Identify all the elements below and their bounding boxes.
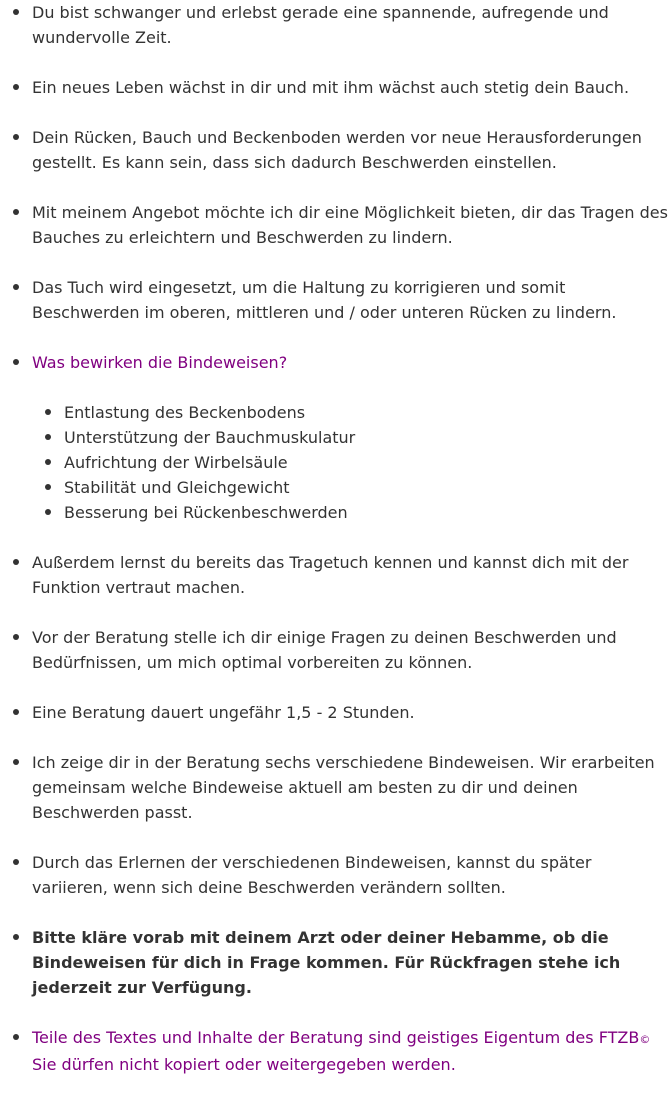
bullet-icon — [45, 484, 51, 490]
copyright-line-1: Teile des Textes und Inhalte der Beratung sind geistiges Eigentum des FTZB — [32, 1028, 640, 1047]
list-item — [0, 125, 668, 175]
list-item — [0, 0, 668, 50]
bullet-icon — [13, 209, 19, 215]
item-text: Du bist schwanger und erlebst gerade eine spannende, aufregende und wundervolle Zeit. — [32, 3, 609, 47]
list-item-bindeweisen — [0, 350, 668, 525]
benefits-list — [32, 400, 668, 525]
bullet-icon — [13, 709, 19, 715]
item-text: Das Tuch wird eingesetzt, um die Haltung zu korrigieren und somit Beschwerden im oberen, mittleren und / oder unteren Rücken zu lindern. — [32, 278, 617, 322]
list-item — [0, 200, 668, 250]
item-text: Vor der Beratung stelle ich dir einige Fragen zu deinen Beschwerden und Bedürfnissen, um mich optimal vorbereiten zu können. — [32, 628, 617, 672]
bullet-icon — [13, 934, 19, 940]
list-item-copyright — [0, 1025, 668, 1077]
list-item — [0, 700, 668, 725]
bindeweisen-heading: Was bewirken die Bindeweisen? — [32, 353, 288, 372]
item-text: Dein Rücken, Bauch und Beckenboden werden vor neue Herausforderungen gestellt. Es kann sein, dass sich dadurch Beschwerden einstellen. — [32, 128, 642, 172]
bullet-icon — [13, 859, 19, 865]
bullet-icon — [45, 434, 51, 440]
copyright-notice — [32, 1025, 668, 1077]
sub-list-item — [32, 500, 668, 525]
item-text: Ich zeige dir in der Beratung sechs verschiedene Bindeweisen. Wir erarbeiten gemeinsam welche Bindeweise aktuell am besten zu dir und deinen Beschwerden passt. — [32, 753, 655, 822]
sub-item-text: Besserung bei Rückenbeschwerden — [64, 503, 348, 522]
bullet-icon — [13, 284, 19, 290]
item-text: Durch das Erlernen der verschiedenen Bindeweisen, kannst du später variieren, wenn sich deine Beschwerden verändern sollten. — [32, 853, 592, 897]
bullet-icon — [13, 9, 19, 15]
item-text: Außerdem lernst du bereits das Tragetuch kennen und kannst dich mit der Funktion vertraut machen. — [32, 553, 629, 597]
sub-item-text: Stabilität und Gleichgewicht — [64, 478, 290, 497]
copyright-line-2: Sie dürfen nicht kopiert oder weitergegeben werden. — [32, 1055, 456, 1074]
bullet-icon — [45, 459, 51, 465]
notice-text: Bitte kläre vorab mit deinem Arzt oder deiner Hebamme, ob die Bindeweisen für dich in Frage kommen. Für Rückfragen stehe ich jederzeit zur Verfügung. — [32, 928, 621, 997]
list-item-notice — [0, 925, 668, 1000]
list-item — [0, 750, 668, 825]
bullet-icon — [45, 509, 51, 515]
bullet-icon — [13, 84, 19, 90]
item-text: Eine Beratung dauert ungefähr 1,5 - 2 Stunden. — [32, 703, 415, 722]
sub-item-text: Aufrichtung der Wirbelsäule — [64, 453, 288, 472]
list-item — [0, 75, 668, 100]
sub-list-item — [32, 400, 668, 425]
sub-item-text: Entlastung des Beckenbodens — [64, 403, 306, 422]
bullet-icon — [13, 1034, 19, 1040]
list-item — [0, 625, 668, 675]
list-item — [0, 550, 668, 600]
item-text: Ein neues Leben wächst in dir und mit ihm wächst auch stetig dein Bauch. — [32, 78, 630, 97]
bullet-icon — [13, 759, 19, 765]
sub-list-item — [32, 450, 668, 475]
list-item — [0, 850, 668, 900]
sub-list-item — [32, 425, 668, 450]
copyright-symbol: © — [639, 1033, 651, 1046]
sub-item-text: Unterstützung der Bauchmuskulatur — [64, 428, 356, 447]
bullet-icon — [45, 409, 51, 415]
bullet-icon — [13, 559, 19, 565]
item-text: Mit meinem Angebot möchte ich dir eine Möglichkeit bieten, dir das Tragen des Bauches zu erleichtern und Beschwerden zu lindern. — [32, 203, 668, 247]
sub-list-item — [32, 475, 668, 500]
list-item — [0, 275, 668, 325]
bullet-icon — [13, 359, 19, 365]
bullet-icon — [13, 634, 19, 640]
bullet-icon — [13, 134, 19, 140]
